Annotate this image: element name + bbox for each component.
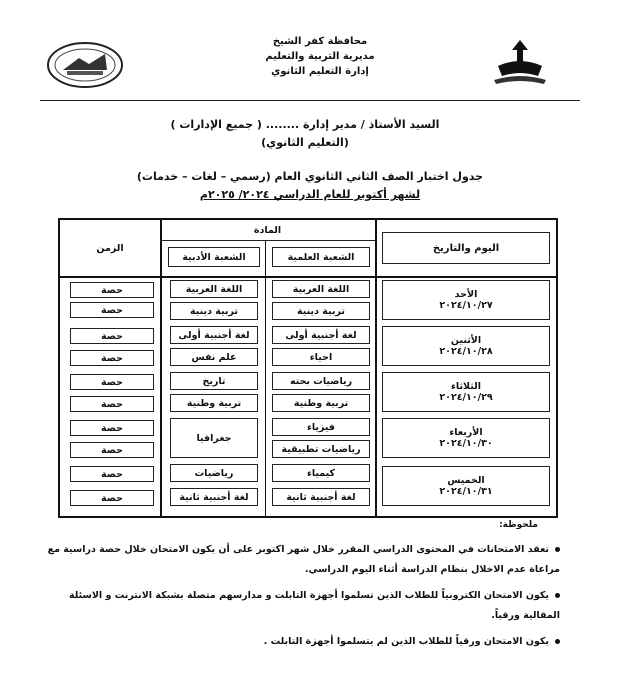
science-cell: تربية وطنية [272,394,370,412]
time-cell: حصة [70,490,154,506]
note-item [40,632,560,652]
time-cell: حصة [70,328,154,344]
day-name: الثلاثاء [451,381,481,392]
literary-cell: علم نفس [170,348,258,366]
day-date: ٢٠٢٤/١٠/٢٨ [439,346,493,357]
table-divider [60,276,556,278]
day-cell [382,466,550,506]
time-cell: حصة [70,302,154,318]
science-cell: اللغة العربية [272,280,370,298]
science-cell: فيزياء [272,418,370,436]
table-divider [160,240,375,241]
day-name: الخميس [447,475,485,486]
table-divider [160,220,162,516]
header-subject: المادة [253,224,282,236]
note-item [40,540,560,580]
ministry-emblem-icon [490,36,550,88]
day-name: الأثنين [450,335,482,346]
table-divider [265,240,266,516]
science-cell: رياضيات تطبيقية [272,440,370,458]
day-cell [382,372,550,412]
day-name: الأحد [454,289,478,300]
schedule-subtitle: لشهر أكتوبر للعام الدراسي ٢٠٢٤/ ٢٠٢٥م [199,188,421,201]
header-time: الزمن [96,242,124,254]
science-cell: كيمياء [272,464,370,482]
header-governorate: محافظة كفر الشيخ [272,36,368,47]
time-cell: حصة [70,282,154,298]
day-date: ٢٠٢٤/١٠/٣١ [439,486,493,497]
day-cell [382,280,550,320]
schedule-title-line: جدول اختبار الصف الثاني الثانوي العام (رسمي – لغات – خدمات) [136,170,484,183]
header-science: الشعبة العلمية [272,247,370,267]
science-cell: تربية دينية [272,302,370,320]
header-directorate: مديرية التربية والتعليم [265,51,375,62]
day-date: ٢٠٢٤/١٠/٢٩ [439,392,493,403]
addressee-department: (التعليم الثانوي) [261,136,349,149]
note-text: تعقد الامتحانات في المحتوى الدراسي المقرر خلال شهر اكتوبر على أن يكون الامتحان خلال حصة دراسية مع مراعاة عدم الاخلال بنظام الدراسة أثناء اليوم الدراسي. [47,544,560,575]
literary-cell: اللغة العربية [170,280,258,298]
time-cell: حصة [70,420,154,436]
literary-cell: تربية وطنية [170,394,258,412]
science-cell: احياء [272,348,370,366]
header-block [245,34,395,79]
science-cell: لغة أجنبية أولى [272,326,370,344]
header-day-date: اليوم والتاريخ [382,232,550,264]
bullet-icon [555,547,560,552]
literary-cell: رياضيات [170,464,258,482]
literary-cell: تاريخ [170,372,258,390]
governorate-seal-icon [45,40,125,90]
day-cell [382,326,550,366]
literary-cell: تربية دينية [170,302,258,320]
addressee-line: السيد الأستاذ / مدير إدارة ........ ( جميع الإدارات ) [170,118,440,131]
header-divider [40,100,580,101]
time-cell: حصة [70,396,154,412]
header-administration: إدارة التعليم الثانوي [271,66,369,77]
time-cell: حصة [70,350,154,366]
day-date: ٢٠٢٤/١٠/٣٠ [439,438,493,449]
time-cell: حصة [70,442,154,458]
note-item [40,586,560,626]
science-cell: رياضيات بحته [272,372,370,390]
time-cell: حصة [70,466,154,482]
literary-cell: لغة أجنبية أولى [170,326,258,344]
exam-schedule-table [58,218,558,518]
schedule-title [110,168,510,204]
science-cell: لغة أجنبية ثانية [272,488,370,506]
literary-merged-cell: جغرافيا [170,418,258,458]
day-name: الأربعاء [449,427,483,438]
addressee-block [150,116,460,152]
header-literary: الشعبة الأدبية [168,247,260,267]
bullet-icon [555,639,560,644]
day-cell [382,418,550,458]
day-date: ٢٠٢٤/١٠/٢٧ [439,300,493,311]
time-cell: حصة [70,374,154,390]
note-text: يكون الامتحان ورقياً للطلاب الذين لم يتسلموا أجهزة التابلت . [263,636,549,647]
notes-title: ملحوظة: [499,520,538,530]
table-divider [375,220,377,516]
note-text: يكون الامتحان الكترونياً للطلاب الذين تسلموا أجهزة التابلت و مدارسهم متصلة بشبكة الانترنت و الاسئلة المقالية ورقياً. [69,590,560,621]
literary-cell: لغة أجنبية ثانية [170,488,258,506]
bullet-icon [555,593,560,598]
